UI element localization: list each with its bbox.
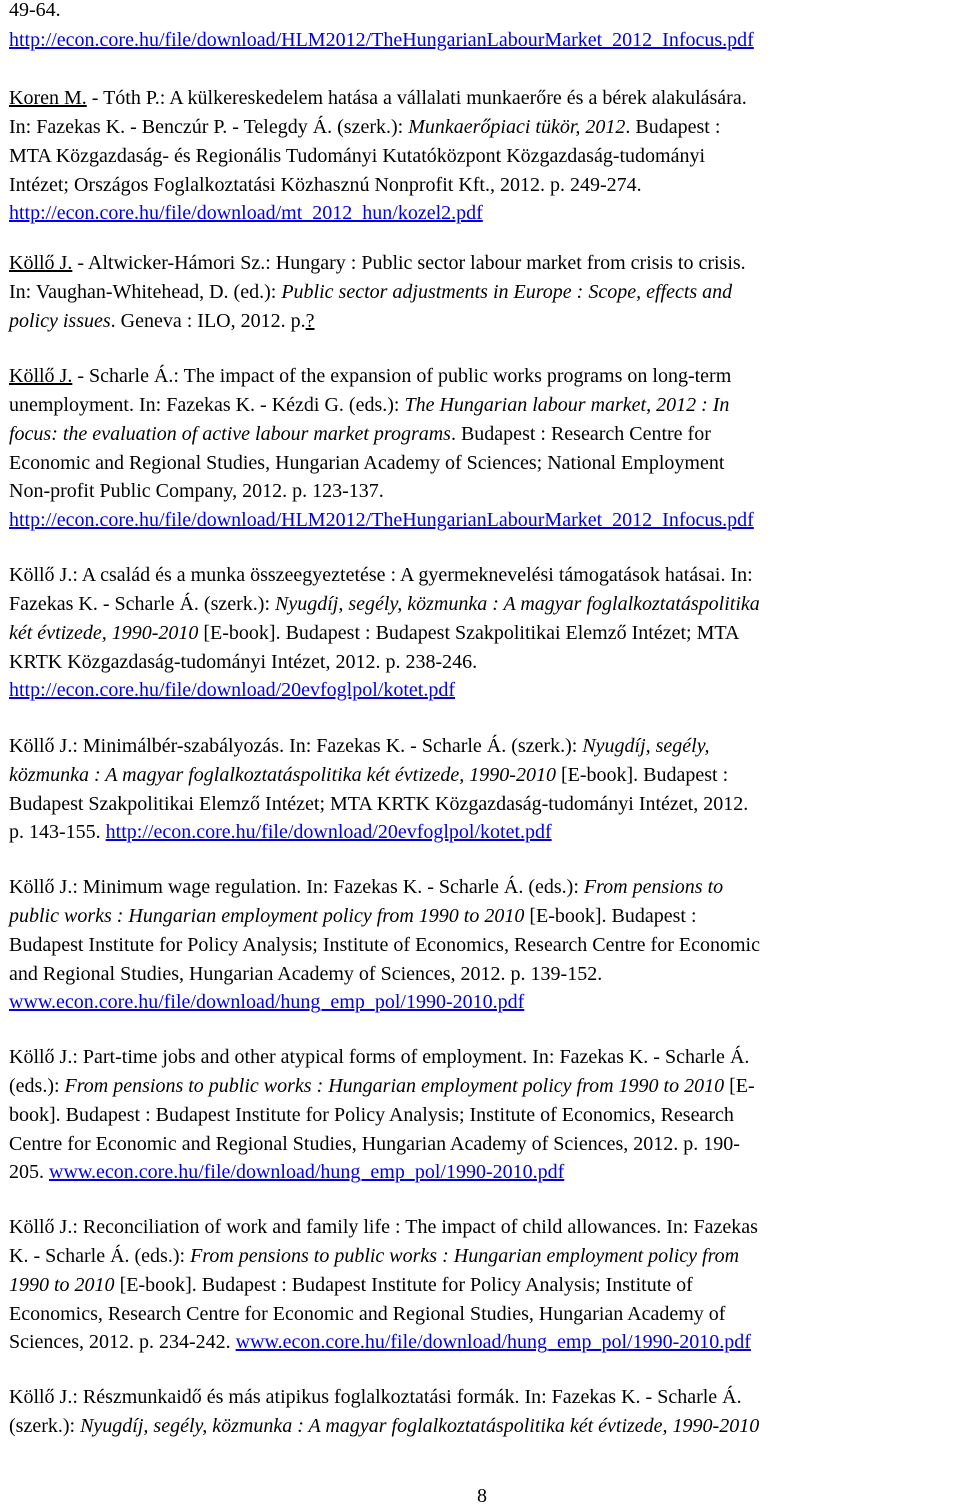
ref-line <box>9 249 746 278</box>
ref-line <box>9 676 455 705</box>
ref-link[interactable]: http://econ.core.hu/file/download/mt_2012_hun/kozel2.pdf <box>9 202 483 224</box>
ref-line <box>9 931 760 960</box>
ref-title: 1990 to 2010 <box>9 1274 115 1296</box>
ref-line <box>9 84 747 113</box>
ref-text: [E-book]. Budapest : <box>524 905 697 927</box>
ref-title: két évtizede, 1990-2010 <box>9 622 199 644</box>
ref-line <box>9 1130 740 1159</box>
ref-text: Non-profit Public Company, 2012. p. 123-137. <box>9 480 384 502</box>
ref-title: Public sector adjustments in Europe : Scope, effects and <box>281 281 733 303</box>
ref-link[interactable]: www.econ.core.hu/file/download/hung_emp_pol/1990-2010.pdf <box>49 1161 565 1183</box>
ref-text: and Regional Studies, Hungarian Academy of Sciences, 2012. p. 139-152. <box>9 963 603 985</box>
ref-text: Budapest Szakpolitikai Elemző Intézet; MTA KRTK Közgazdaság-tudományi Intézet, 2012. <box>9 793 749 815</box>
ref-line <box>9 26 754 55</box>
ref-text: Köllő J.: Minimálbér-szabályozás. In: Fazekas K. - Scharle Á. (szerk.): <box>9 735 583 757</box>
ref-text: K. - Scharle Á. (eds.): <box>9 1245 191 1267</box>
ref-line <box>9 278 732 307</box>
ref-line <box>9 506 754 535</box>
ref-page-link[interactable]: ? <box>305 310 315 332</box>
ref-line <box>9 561 753 590</box>
ref-link[interactable]: www.econ.core.hu/file/download/hung_emp_pol/1990-2010.pdf <box>9 991 525 1013</box>
ref-text: . Budapest : <box>625 116 721 138</box>
ref-text: [E- <box>724 1075 755 1097</box>
ref-line <box>9 0 61 25</box>
ref-author-link[interactable]: Koren M. <box>9 87 87 109</box>
ref-line <box>9 1328 751 1357</box>
ref-text: Budapest Institute for Policy Analysis; Institute of Economics, Research Centre for Economic <box>9 934 760 956</box>
ref-line <box>9 307 315 336</box>
ref-line <box>9 902 697 931</box>
ref-author-link[interactable]: Köllő J. <box>9 252 73 274</box>
ref-text: Economic and Regional Studies, Hungarian Academy of Sciences; National Employment <box>9 452 725 474</box>
ref-text: Sciences, 2012. p. 234-242. <box>9 1331 236 1353</box>
ref-text: In: Fazekas K. - Benczúr P. - Telegdy Á. (szerk.): <box>9 116 409 138</box>
ref-text: . Geneva : ILO, 2012. p. <box>110 310 306 332</box>
ref-text: MTA Közgazdaság- és Regionális Tudományi Kutatóközpont Közgazdaság-tudományi <box>9 145 706 167</box>
ref-title: Nyugdíj, segély, közmunka : A magyar foglalkoztatáspolitika <box>275 593 760 615</box>
ref-text: Köllő J.: Reconciliation of work and family life : The impact of child allowances. In: Fazekas <box>9 1216 758 1238</box>
ref-line <box>9 761 728 790</box>
ref-text: 205. <box>9 1161 49 1183</box>
ref-link[interactable]: www.econ.core.hu/file/download/hung_emp_pol/1990-2010.pdf <box>235 1331 751 1353</box>
ref-line <box>9 590 760 619</box>
ref-text: Köllő J.: A család és a munka összeegyeztetése : A gyermeknevelési támogatások hatásai. In: <box>9 564 753 586</box>
ref-line <box>9 818 552 847</box>
ref-title: From pensions to <box>583 876 724 898</box>
ref-line <box>9 362 731 391</box>
ref-line <box>9 1300 725 1329</box>
ref-text: - Tóth P.: A külkereskedelem hatása a vállalati munkaerőre és a bérek alakulására. <box>86 87 747 109</box>
ref-link[interactable]: http://econ.core.hu/file/download/20evfoglpol/kotet.pdf <box>105 821 552 843</box>
ref-text: Centre for Economic and Regional Studies, Hungarian Academy of Sciences, 2012. p. 190- <box>9 1133 740 1155</box>
ref-text: unemployment. In: Fazekas K. - Kézdi G. (eds.): <box>9 394 405 416</box>
ref-pages: 49-64. <box>9 0 61 21</box>
ref-text: Economics, Research Centre for Economic and Regional Studies, Hungarian Academy of <box>9 1303 726 1325</box>
ref-text: . Budapest : Research Centre for <box>450 423 711 445</box>
ref-line <box>9 1072 755 1101</box>
ref-line <box>9 1383 742 1412</box>
ref-title: public works : Hungarian employment policy from 1990 to 2010 <box>9 905 525 927</box>
ref-line <box>9 619 739 648</box>
ref-text: book]. Budapest : Budapest Institute for Policy Analysis; Institute of Economics, Research <box>9 1104 734 1126</box>
page-number: 8 <box>477 1485 487 1507</box>
ref-line <box>9 1213 758 1242</box>
ref-text: [E-book]. Budapest : <box>555 764 729 786</box>
ref-line <box>9 1271 693 1300</box>
ref-line <box>9 988 524 1017</box>
ref-title: policy issues <box>9 310 111 332</box>
ref-text: [E-book]. Budapest : Budapest Szakpolitikai Elemző Intézet; MTA <box>198 622 740 644</box>
ref-line <box>9 1101 734 1130</box>
ref-text: Fazekas K. - Scharle Á. (szerk.): <box>9 593 276 615</box>
ref-text: (eds.): <box>9 1075 65 1097</box>
ref-line <box>9 873 723 902</box>
ref-line <box>9 790 748 819</box>
ref-line <box>9 648 477 677</box>
ref-line <box>9 1043 749 1072</box>
ref-line <box>9 113 720 142</box>
ref-line <box>9 960 602 989</box>
ref-line <box>9 1158 564 1187</box>
ref-text: Köllő J.: Részmunkaidő és más atipikus foglalkoztatási formák. In: Fazekas K. - Scharle Á. <box>9 1386 742 1408</box>
ref-text: - Altwicker-Hámori Sz.: Hungary : Public sector labour market from crisis to crisis. <box>72 252 746 274</box>
ref-line <box>9 420 711 449</box>
ref-title: From pensions to public works : Hungarian employment policy from <box>190 1245 740 1267</box>
ref-title: focus: the evaluation of active labour market programs <box>9 423 451 445</box>
ref-line <box>9 449 724 478</box>
ref-text: KRTK Közgazdaság-tudományi Intézet, 2012. p. 238-246. <box>9 651 478 673</box>
ref-title: The Hungarian labour market, 2012 : In <box>404 394 730 416</box>
ref-text: p. 143-155. <box>9 821 106 843</box>
ref-title: From pensions to public works : Hungarian employment policy from 1990 to 2010 <box>64 1075 725 1097</box>
ref-link[interactable]: http://econ.core.hu/file/download/HLM2012/TheHungarianLabourMarket_2012_Infocus.pdf <box>9 29 754 51</box>
ref-text: In: Vaughan-Whitehead, D. (ed.): <box>9 281 282 303</box>
ref-line <box>9 1412 759 1441</box>
ref-line <box>9 732 710 761</box>
ref-line <box>9 199 483 228</box>
ref-line <box>9 1242 739 1271</box>
ref-link[interactable]: http://econ.core.hu/file/download/20evfoglpol/kotet.pdf <box>9 679 456 701</box>
ref-title: Nyugdíj, segély, <box>582 735 710 757</box>
ref-link[interactable]: http://econ.core.hu/file/download/HLM2012/TheHungarianLabourMarket_2012_Infocus.pdf <box>9 509 754 531</box>
ref-line <box>9 391 729 420</box>
ref-text: Intézet; Országos Foglalkoztatási Közhasznú Nonprofit Kft., 2012. p. 249-274. <box>9 174 642 196</box>
ref-author-link[interactable]: Köllő J. <box>9 365 73 387</box>
ref-title: Munkaerőpiaci tükör, 2012 <box>408 116 626 138</box>
ref-line <box>9 477 384 506</box>
ref-text: (szerk.): <box>9 1415 81 1437</box>
ref-line <box>9 171 642 200</box>
ref-title: Nyugdíj, segély, közmunka : A magyar foglalkoztatáspolitika két évtizede, 1990-2010 <box>80 1415 760 1437</box>
ref-line <box>9 142 705 171</box>
ref-text: - Scharle Á.: The impact of the expansion of public works programs on long-term <box>72 365 732 387</box>
ref-text: Köllő J.: Minimum wage regulation. In: Fazekas K. - Scharle Á. (eds.): <box>9 876 584 898</box>
ref-text: Köllő J.: Part-time jobs and other atypical forms of employment. In: Fazekas K. - Scharle Á. <box>9 1046 750 1068</box>
ref-text: [E-book]. Budapest : Budapest Institute for Policy Analysis; Institute of <box>114 1274 693 1296</box>
ref-title: közmunka : A magyar foglalkoztatáspolitika két évtizede, 1990-2010 <box>9 764 556 786</box>
